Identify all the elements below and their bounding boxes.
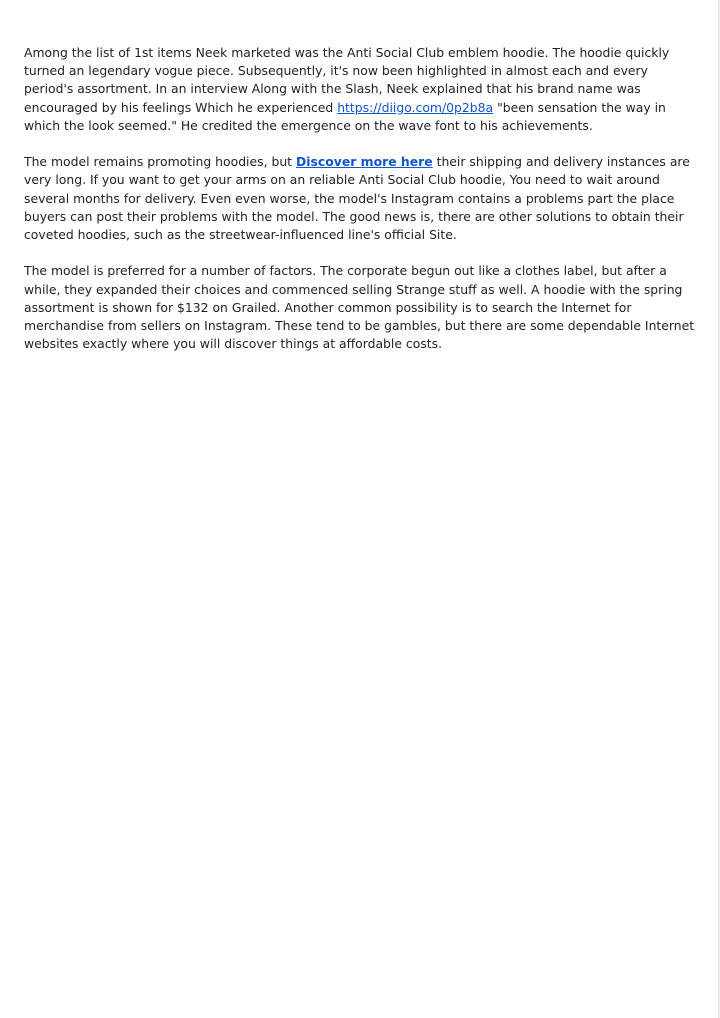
discover-more-link[interactable]: Discover more here <box>295 154 433 170</box>
paragraph-1-text-start: Among the list of 1st items Neek marketed was the Anti Social Club emblem hoodie. The hoodie quickly turned an legendary vogue piece. Subsequently, it's now been highlighted in almost each and every period's assortment. In an interview Along with the Slash, Neek explained that his brand name was encouraged by his feelings Which he experienced <box>24 45 670 115</box>
paragraph-1 <box>24 44 700 135</box>
paragraph-3: The model is preferred for a number of factors. The corporate begun out like a clothes label, but after a while, they expanded their choices and commenced selling Strange stuff as well. A hoodie with the spring assortment is shown for $132 on Grailed. Another common possibility is to search the Internet for merchandise from sellers on Instagram. These tend to be gambles, but there are some dependable Internet websites exactly where you will discover things at affordable costs. <box>24 263 695 352</box>
paragraph-2-text-end: their shipping and delivery instances are very long. If you want to get your arms on an reliable Anti Social Club hoodie, You need to wait around several months for delivery. Even even worse, the model's Instagram contains a problems part the place buyers can post their problems with the model. The good news is, there are other solutions to obtain their coveted hoodies, such as the streetwear-influenced line's official Site. <box>24 154 690 243</box>
document-body <box>24 44 700 372</box>
paragraph-2-text-start: The model remains promoting hoodies, but <box>24 154 296 170</box>
paragraph-1-text-end: "been sensation the way in which the look seemed." He credited the emergence on the wave font to his achievements. <box>24 99 666 133</box>
paragraph-2 <box>24 153 700 244</box>
diigo-link[interactable]: https://diigo.com/0p2b8a <box>337 99 494 115</box>
